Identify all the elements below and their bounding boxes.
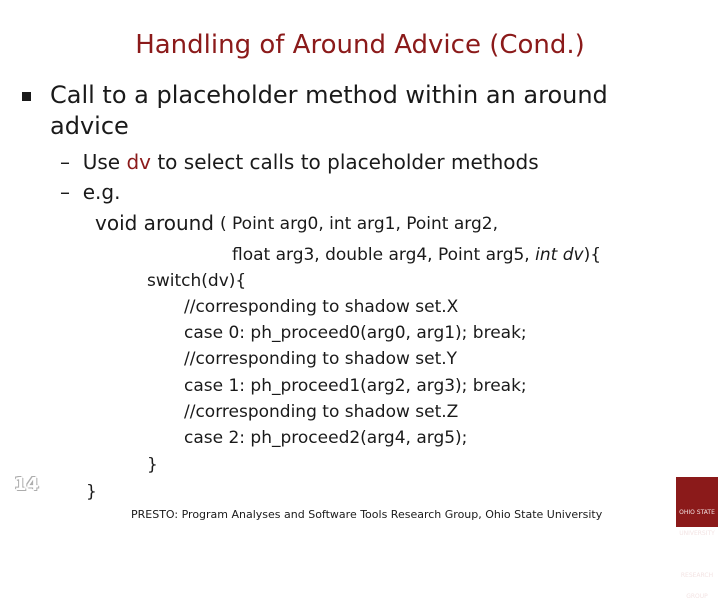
code-signature-line-2 bbox=[232, 245, 601, 265]
code-signature-line-1: ( Point arg0, int arg1, Point arg2, bbox=[220, 214, 498, 234]
dash-icon: – bbox=[60, 150, 70, 174]
logo-line-1: OHIO STATE bbox=[679, 509, 715, 516]
code-void-around: void around bbox=[95, 211, 215, 235]
slide-number: 14 bbox=[14, 474, 40, 495]
code-close-outer: } bbox=[86, 482, 97, 502]
code-switch bbox=[147, 271, 246, 291]
bullet-line-1: Call to a placeholder method within an around bbox=[50, 81, 608, 109]
sub-bullet-1-text: Use bbox=[82, 150, 127, 174]
code-comment-x: //corresponding to shadow set.X bbox=[184, 297, 459, 317]
code-sig2-int: int bbox=[535, 245, 558, 265]
bullet-text bbox=[50, 80, 608, 142]
code-comment-z: //corresponding to shadow set.Z bbox=[184, 402, 459, 422]
code-comment-y: //corresponding to shadow set.Y bbox=[184, 349, 458, 369]
sub-bullet-1 bbox=[60, 150, 539, 174]
code-switch-close: ){ bbox=[228, 271, 247, 291]
logo-line-5: GROUP bbox=[686, 593, 708, 600]
code-switch-dv: dv bbox=[207, 271, 229, 291]
dash-icon: – bbox=[60, 180, 70, 204]
footer-text: PRESTO: Program Analyses and Software Tools Research Group, Ohio State University bbox=[131, 508, 603, 521]
presto-logo bbox=[676, 477, 718, 600]
code-close-inner: } bbox=[147, 455, 158, 475]
bullet-square-icon bbox=[22, 92, 31, 101]
sub-bullet-2-text: e.g. bbox=[82, 180, 121, 204]
dv-keyword: dv bbox=[126, 150, 151, 174]
slide-title: Handling of Around Advice (Cond.) bbox=[135, 30, 585, 60]
code-case-0: case 0: ph_proceed0(arg0, arg1); break; bbox=[184, 323, 527, 343]
logo-line-2: UNIVERSITY bbox=[679, 530, 715, 537]
code-switch-keyword: switch( bbox=[147, 271, 208, 291]
bullet-line-2: advice bbox=[50, 112, 129, 140]
logo-line-4: RESEARCH bbox=[680, 572, 714, 579]
code-sig2-close: ){ bbox=[583, 245, 602, 265]
sub-bullet-1-text-end: to select calls to placeholder methods bbox=[150, 150, 539, 174]
code-case-1: case 1: ph_proceed1(arg2, arg3); break; bbox=[184, 376, 527, 396]
logo-line-3: PRESTO bbox=[679, 550, 715, 559]
code-case-2: case 2: ph_proceed2(arg4, arg5); bbox=[184, 428, 468, 448]
code-sig2-dv: dv bbox=[562, 245, 584, 265]
code-sig2-params: float arg3, double arg4, Point arg5, bbox=[232, 245, 536, 265]
sub-bullet-2 bbox=[60, 180, 120, 204]
